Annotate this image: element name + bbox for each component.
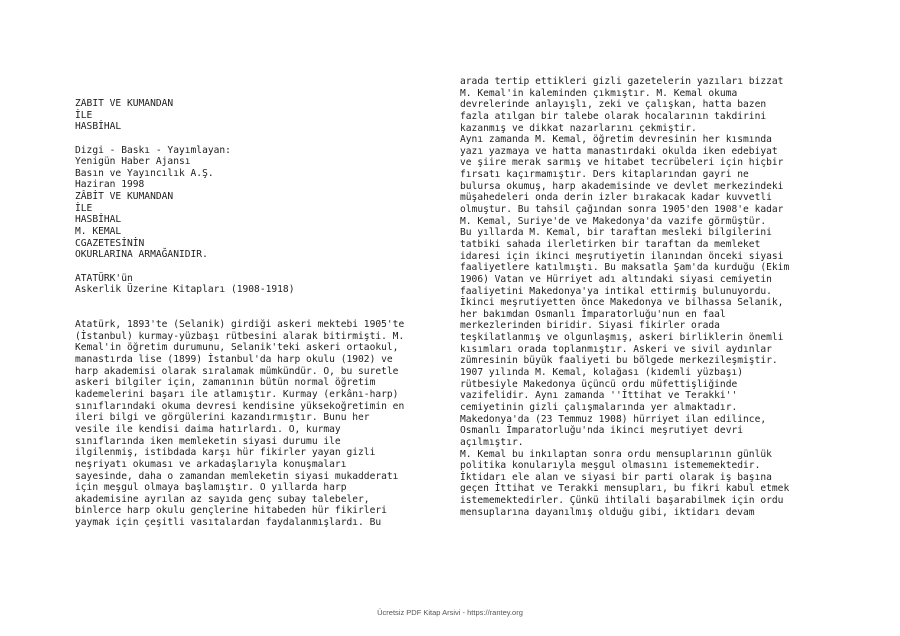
text-line: politika konularıyla meşgul olmasını istememektedir. (460, 460, 761, 472)
text-line: ZÂBİT VE KUMANDAN (75, 98, 174, 109)
text-line: Yenigün Haber Ajansı (75, 156, 191, 168)
text-line: binlerce harp okulu gençlerine hitabeden hür fikirleri (75, 505, 387, 517)
text-line: geçen İttihat ve Terakki mensupları, bu fikri kabul etmek (460, 483, 790, 495)
text-line: sayesinde, daha o zamandan memleketin siyasi mukadderatı (75, 470, 399, 482)
text-line (75, 308, 450, 320)
text-line: açılmıştır. (460, 436, 524, 448)
text-line: OKURLARINA ARMAĞANIDIR. (75, 249, 208, 261)
text-line: kademelerini başarı ile atlamıştır. Kurmay (erkânı-harp) (75, 389, 399, 401)
text-line: (İstanbul) kurmay-yüzbaşı rütbesini alarak bitirmişti. M. (75, 330, 405, 342)
text-line: Aynı zamanda M. Kemal, öğretim devresinin her kısmında (460, 134, 772, 146)
text-line: sınıflarındaki okuma devresi kendisine yüksekoğretimin en (75, 400, 405, 412)
text-line: ve şiire merak sarmış ve hitabet tecrübeleri için hiçbir (460, 157, 784, 169)
text-line: Haziran 1998 (75, 179, 145, 191)
text-line: M. Kemal'in kaleminden çıkmıştır. M. Kemal okuma (460, 87, 738, 99)
text-line: kısımları orada toplanmıştır. Askeri ve sivil aydınlar (460, 343, 772, 355)
text-line: devrelerinde anlayışlı, zeki ve çalışkan, hatta bazen (460, 99, 767, 111)
text-line: zümresinin büyük faaliyeti bu bölgede merkezileşmiştir. (460, 355, 778, 367)
text-line: İLE (75, 109, 93, 121)
text-line: için meşgul olmaya başlamıştır. O yıllarda harp (75, 482, 347, 494)
text-line: manastırda lise (1899) İstanbul'da harp okulu (1902) ve (75, 354, 393, 366)
text-line: İktidarı ele alan ve siyasi bir parti olarak iş başına (460, 471, 772, 483)
text-line: Bu yıllarda M. Kemal, bir taraftan mesleki bilgilerini (460, 227, 772, 239)
text-line: HASBİHAL (75, 214, 122, 226)
text-line: Kemal'in öğretim durumunu, Selanik'teki askeri ortaokul, (75, 342, 399, 354)
text-line: vesile ile kendisi daima hatırlardı. O, kurmay (75, 423, 341, 435)
text-line: kazanmış ve dikkat nazarlarını çekmiştir. (460, 122, 697, 134)
text-line: ATATÜRK'ün (75, 272, 133, 284)
text-line: M. Kemal, Suriye'de ve Makedonya'da vazife görmüştür. (460, 215, 767, 227)
text-line: akademisine ayrılan az sayıda genç subay talebeler, (75, 493, 370, 505)
text-line: Makedonya'da (23 Temmuz 1908) hürriyet ilan edilince, (460, 413, 767, 425)
text-line: Atatürk, 1893'te (Selanik) girdiği askeri mektebi 1905'te (75, 319, 405, 331)
text-line: faaliyetini Makedonya'ya intikal ettirmiş bulunuyordu. (460, 285, 772, 297)
text-line (75, 261, 450, 273)
text-line: Basın ve Yayıncılık A.Ş. (75, 167, 214, 179)
text-line: askeri bilgiler için, zamanının bütün normal öğretim (75, 377, 376, 389)
text-line: idaresi için ikinci meşrutiyetin ilanından önceki siyasi (460, 250, 784, 262)
left-text-column (75, 98, 450, 593)
text-line: Dizgi - Baskı - Yayımlayan: (75, 144, 231, 156)
text-line: CGAZETESİNİN (75, 237, 145, 249)
footer-credit: Ücretsiz PDF Kitap Arsivi - https://rantey.org (377, 608, 523, 617)
text-line: harp akademisi olarak sıralamak mümkündür. O, bu suretle (75, 365, 399, 377)
text-line: olmuştur. Bu tahsil çağından sonra 1905'den 1908'e kadar (460, 204, 784, 216)
text-line: ZÂBİT VE KUMANDAN (75, 191, 174, 203)
text-line: arada tertip ettikleri gizli gazetelerin yazıları bizzat (460, 76, 784, 87)
text-line: M. KEMAL (75, 226, 122, 238)
text-line: istememektedirler. Çünkü ihtilali başarabilmek için ordu (460, 495, 784, 507)
text-line: Osmanlı İmparatorluğu'nda ikinci meşrutiyet devri (460, 425, 744, 437)
text-line: mensuplarına dayanılmış olduğu gibi, iktidarı devam (460, 506, 755, 518)
text-line: fazla atılgan bir talebe olarak hocalarının takdirini (460, 110, 767, 122)
text-line: yaymak için çeşitli vasıtalardan faydalanmışlardı. Bu (75, 517, 382, 529)
text-line: neşriyatı okuması ve arkadaşlarıyla konuşmaları (75, 458, 347, 470)
text-line: 1907 yılında M. Kemal, kolağası (kıdemli yüzbaşı) (460, 367, 744, 379)
text-line: ileri bilgi ve görgülerini kazandırmıştır. Bunu her (75, 412, 370, 424)
text-line: her bakımdan Osmanlı İmparatorluğu'nun en faal (460, 308, 726, 320)
text-line: cemiyetinin gizli çalışmalarında yer almaktadır. (460, 401, 738, 413)
text-line: faaliyetlere katılmıştı. Bu maksatla Şam'da kurduğu (Ekim (460, 262, 790, 274)
text-line: İLE (75, 202, 93, 214)
text-line: İkinci meşrutiyetten önce Makedonya ve bilhassa Selanik, (460, 297, 784, 309)
right-text-column (460, 76, 835, 576)
text-line: rütbesiyle Makedonya üçüncü ordu müfettişliğinde (460, 378, 738, 390)
text-line: müşahedeleri onda derin izler bırakacak kadar kuvvetli (460, 192, 772, 204)
text-line: fırsatı kaçırmamıştır. Ders kitaplarından gayri ne (460, 169, 749, 181)
text-line: HASBİHAL (75, 121, 122, 133)
text-line: yazı yazmaya ve hatta manastırdaki okulda iken edebiyat (460, 145, 778, 157)
text-line: Askerlik Üzerine Kitapları (1908-1918) (75, 284, 295, 296)
text-line: vazifelidir. Aynı zamanda ''İttihat ve Terakki'' (460, 390, 738, 402)
text-line: teşkilatlanmış ve olgunlaşmış, askeri birliklerin önemli (460, 332, 784, 344)
text-line: 1906) Vatan ve Hürriyet adı altındaki siyasi cemiyetin (460, 273, 772, 285)
text-line: sınıflarında iken memleketin siyasi durumu ile (75, 435, 341, 447)
text-line: tatbiki sahada ilerletirken bir taraftan da memleket (460, 238, 761, 250)
text-line: ilgilenmiş, istibdada karşı hür fikirler yayan gizli (75, 447, 376, 459)
text-line: M. Kemal bu inkılaptan sonra ordu mensuplarının günlük (460, 448, 772, 460)
text-line: merkezlerinden biridir. Siyasi fikirler orada (460, 320, 720, 332)
text-line (75, 133, 450, 145)
text-line (75, 296, 450, 308)
text-line: bulursa okumuş, harp akademisinde ve devlet merkezindeki (460, 180, 784, 192)
